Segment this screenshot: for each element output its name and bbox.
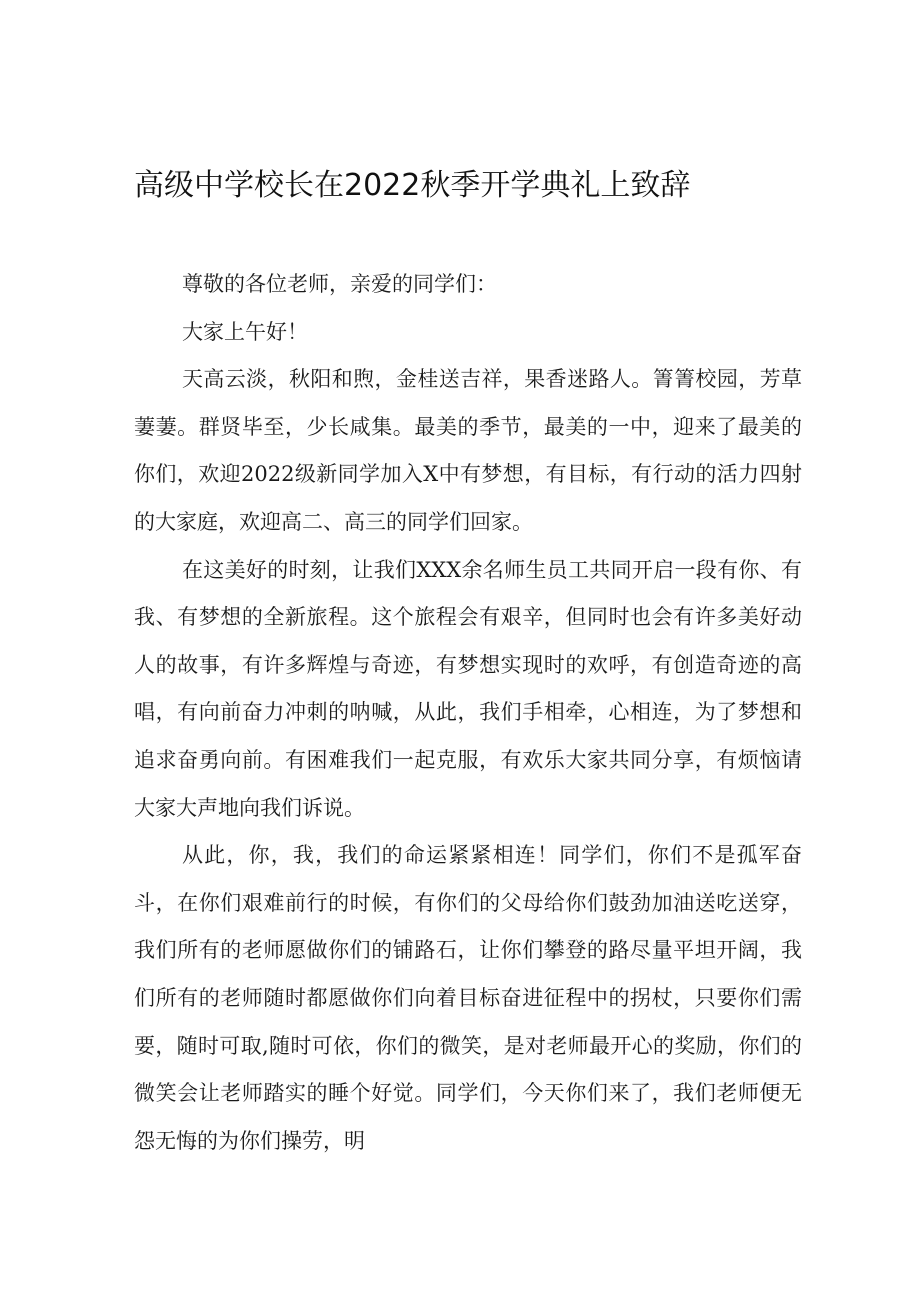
paragraph-3: 从此，你，我，我们的命运紧紧相连！同学们，你们不是孤军奋斗，在你们艰难前行的时候，有你们的父母给你们鼓劲加油送吃送穿，我们所有的老师愿做你们的铺路石，让你们攀登的路尽量平坦开阔，我们所有的老师随时都愿做你们向着目标奋进征程中的拐杖，只要你们需要，随时可取,随时可依，你们的微笑，是对老师最开心的奖励，你们的微笑会让老师踏实的睡个好觉。同学们，今天你们来了，我们老师便无怨无悔的为你们操劳，明 — [134, 843, 802, 1153]
paragraph-2: 在这美好的时刻，让我们XXX余名师生员工共同开启一段有你、有我、有梦想的全新旅程。这个旅程会有艰辛，但同时也会有许多美好动人的故事，有许多辉煌与奇迹，有梦想实现时的欢呼，有创造奇迹的高唱，有向前奋力冲刺的呐喊，从此，我们手相牵，心相连，为了梦想和追求奋勇向前。有困难我们一起克服，有欢乐大家共同分享，有烦恼请大家大声地向我们诉说。 — [134, 557, 802, 820]
paragraph-1: 天高云淡，秋阳和煦，金桂送吉祥，果香迷路人。箐箐校园，芳草萋萋。群贤毕至，少长咸集。最美的季节，最美的一中，迎来了最美的你们，欢迎2022级新同学加入X中有梦想，有目标，有行动的活力四射的大家庭，欢迎高二、高三的同学们回家。 — [134, 367, 802, 534]
document-body — [134, 261, 802, 1165]
salutation: 尊敬的各位老师，亲爱的同学们： — [182, 272, 497, 296]
document-title: 高级中学校长在2022秋季开学典礼上致辞 — [134, 168, 691, 203]
greeting: 大家上午好！ — [182, 319, 308, 344]
